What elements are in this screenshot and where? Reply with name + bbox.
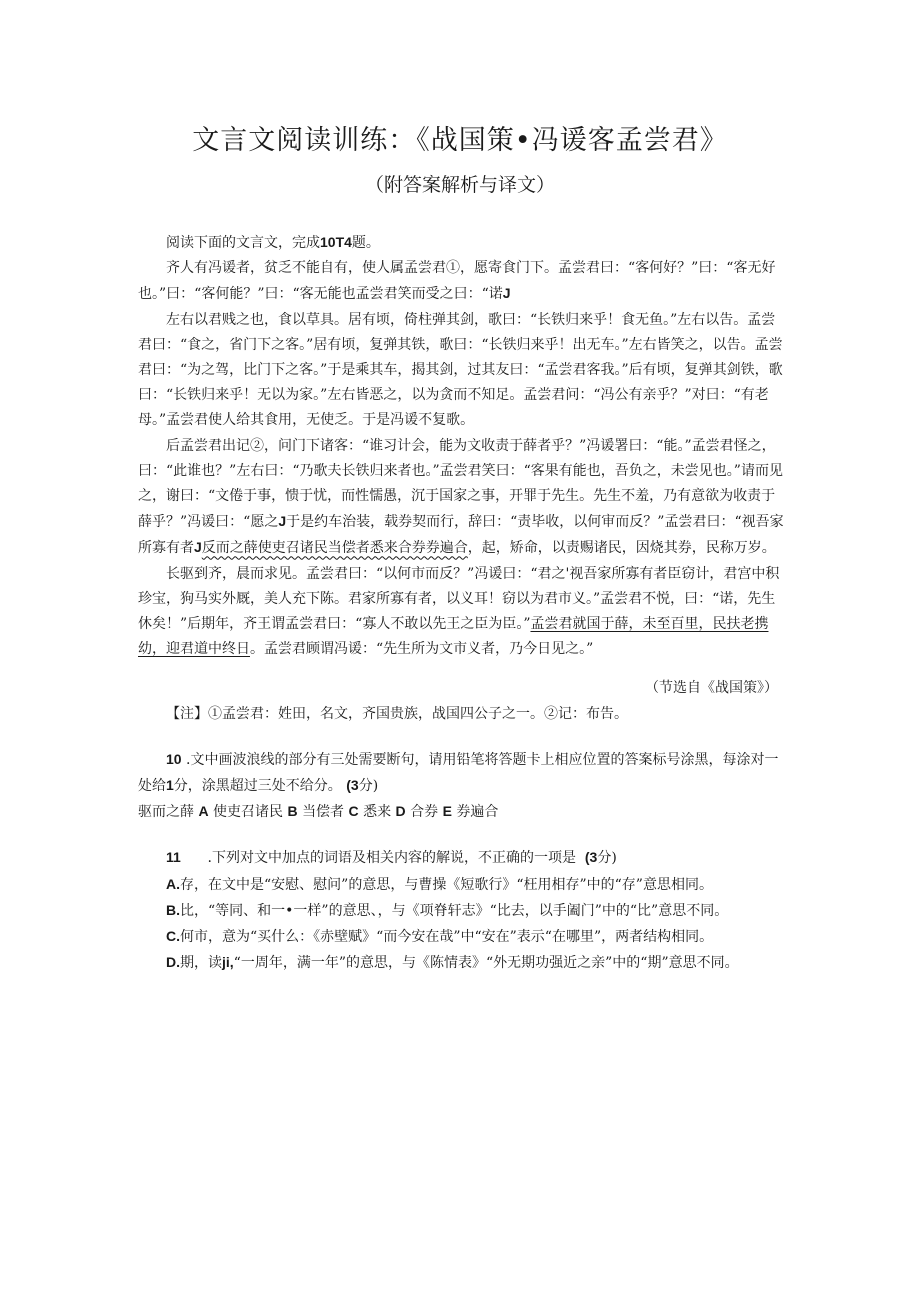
q10-label-c: C xyxy=(348,803,359,820)
instruction-text: 阅读下面的文言文，完成 xyxy=(166,235,320,251)
document-subtitle: （附答案解析与译文） xyxy=(364,174,555,196)
q11-option-b xyxy=(138,898,786,924)
q11-label-c: C. xyxy=(166,928,180,945)
question-range: 10T4 xyxy=(320,234,352,250)
passage-source: （节选自《战国策》） xyxy=(645,680,778,697)
question-11-text-b: 分) xyxy=(597,850,617,867)
passage-note: 【注】①孟尝君：姓田，名文，齐国贵族，战国四公子之一。②记：布告。 xyxy=(166,705,628,722)
p3-text-a: 后孟尝君出记②，问门下诸客：“谁习计会，能为文收责于薛者乎？”冯谖署曰：“能。”孟尝君怪之，曰：“此谁也？”左右曰：“乃歌夫长铁归来者也。”孟尝君笑曰：“客果有能也，吾负之，未尝见也。”请而见之，谢曰：“文倦于事，愦于忧，而性懦愚，沉于国家之事，开罪于先生。先生不羞，乃有意欲为收责于薛乎？”冯谖曰：“愿之 xyxy=(138,437,783,531)
p3-glyph-1: J xyxy=(278,513,287,530)
q10-text-b: 当偿者 xyxy=(302,804,345,821)
document-title: 文言文阅读训练：《战国策•冯谖客孟尝君》 xyxy=(192,125,728,156)
instruction-text-end: 题。 xyxy=(351,235,380,251)
p3-text-f: ，起，矫命，以责赐诸民，因烧其券，民称万岁。 xyxy=(467,540,776,557)
passage-paragraph-1 xyxy=(138,256,786,307)
p4-text-a: 长驱到齐，晨而求见。孟尝君曰：“以何市而反？”冯谖曰：“君之'视吾家所寡有者臣窃计，君宫中积珍宝，狗马实外厩，美人充下陈。君家所寡有者，以义耳！窃以为君市义。”孟尝君不悦，曰：“诺，先生休矣！”后期年，齐王谓孟尝君曰：“寡人不敢以先王之臣为臣。” xyxy=(138,565,780,633)
question-10-text-a: .文中画波浪线的部分有三处需要断句，请用铅笔将答题卡上相应位置的答案标号涂黑，每涂对一处给 xyxy=(138,751,779,795)
q10-text-a: 使吏召诸民 xyxy=(213,804,284,821)
q11-label-d: D. xyxy=(166,954,180,971)
question-11-text-a: .下列对文中加点的词语及相关内容的解说，不正确的一项是 xyxy=(180,850,576,867)
q10-label-d: D xyxy=(395,803,406,820)
document-body xyxy=(138,230,786,976)
p3-text-c: 于是约车治装，载券契而行，辞曰：“责毕收，以何审而反？”孟尝君曰：“视吾家所寡有者 xyxy=(138,514,784,557)
q11-text-d-pre: 期，读 xyxy=(180,955,222,972)
question-11 xyxy=(138,845,786,871)
q11-label-b: B. xyxy=(166,901,180,918)
q10-label-e: E xyxy=(442,803,452,820)
q11-text-b: 比，“等同、和一•一样”的意思、，与《项脊轩志》“比去，以手阖门”中的“比”意思不同。 xyxy=(180,902,729,919)
question-11-number: 11 xyxy=(166,849,181,866)
question-10-pts1: 1 xyxy=(166,777,174,794)
q10-text-d: 合券 xyxy=(410,804,439,821)
question-10-text-c: 分) xyxy=(358,778,379,795)
q11-option-d xyxy=(138,950,786,976)
question-10 xyxy=(138,747,786,799)
question-10-pts2: (3 xyxy=(346,777,359,794)
q10-text-e: 券遍合 xyxy=(456,804,499,821)
instruction xyxy=(138,230,786,256)
q11-pinyin: ji, xyxy=(222,954,234,971)
q11-label-a: A. xyxy=(166,875,180,892)
q10-text-c: 悉来 xyxy=(363,804,392,821)
q10-label-b: B xyxy=(287,803,298,820)
passage-paragraph-4 xyxy=(138,562,786,663)
p3-glyph-2: J xyxy=(194,539,202,556)
underlined-sentence: 孟尝君就国于薛，未至百里，民扶老携幼，迎君道中终日 xyxy=(138,616,769,658)
q11-text-d: “一周年，满一年”的意思，与《陈情表》“外无期功强近之亲”中的“期”意思不同。 xyxy=(233,955,739,972)
question-10-options xyxy=(138,799,786,825)
q10-opt-pre: 驱而之薛 xyxy=(138,804,194,821)
passage-paragraph-3 xyxy=(138,434,786,562)
q11-option-a xyxy=(138,872,786,898)
p1-glyph: J xyxy=(502,285,511,302)
q11-option-c xyxy=(138,924,786,950)
passage-paragraph-2: 左右以君贱之也，食以草具。居有顷，倚柱弹其剑，歌曰：“长铁归来乎！食无鱼。”左右以告。孟尝君曰：“食之，省门下之客。”居有顷，复弹其铁，歌曰：“长铁归来乎！出无车。”左右皆笑之，以告。孟尝君曰：“为之驾，比门下之客。”于是乘其车，揭其剑，过其友曰：“孟尝君客我。”后有顷，复弹其剑铁，歌曰：“长铁归来乎！无以为家。”左右皆恶之，以为贪而不知足。孟尝君问：“冯公有亲乎？”对曰：“有老母。”孟尝君使人给其食用，无使乏。于是冯谖不复歌。 xyxy=(138,311,783,429)
question-10-number: 10 xyxy=(166,750,182,767)
q11-text-c: 何市，意为“买什么：《赤壁赋》“而今安在哉”中“安在”表示“在哪里”，两者结构相同。 xyxy=(180,929,714,946)
q10-label-a: A xyxy=(198,803,209,820)
question-11-pts: (3 xyxy=(584,849,598,866)
p1-text: 齐人有冯谖者，贫乏不能自有，使人属孟尝君①，愿寄食门下。孟尝君曰：“客何好？”曰：“客无好也。”曰：“客何能？”曰：“客无能也孟尝君笑而受之曰：“诺 xyxy=(138,260,776,303)
q11-text-a: 存，在文中是“安慰、慰问”的意思，与曹操《短歌行》“枉用相存”中的“存”意思相同。 xyxy=(180,876,713,893)
p4-text-c: 。孟尝君顾谓冯谖：“先生所为文市义者，乃今日见之。” xyxy=(250,641,594,658)
wavy-underlined-sentence: 反而之薛使吏召诸民当偿者悉来合券券遍合 xyxy=(201,540,468,557)
question-10-text-b: 分，涂黑超过三处不给分。 xyxy=(173,778,342,795)
